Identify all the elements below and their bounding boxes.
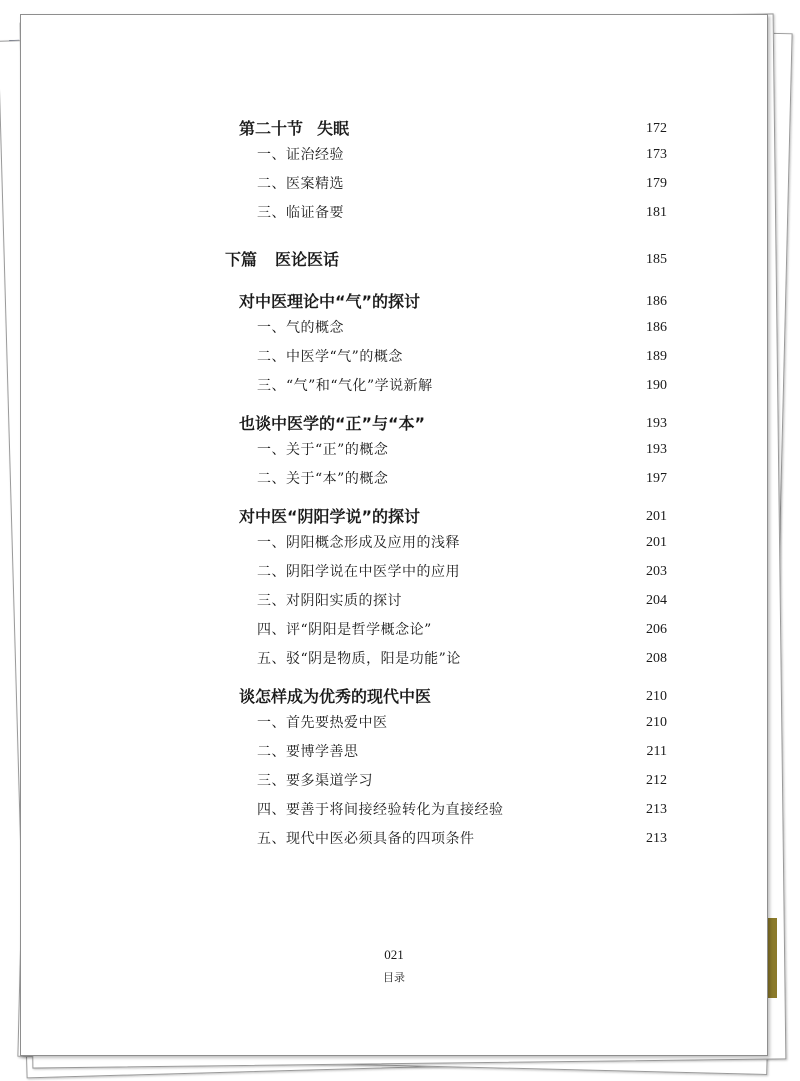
- book-cover-edge-olive: [767, 918, 777, 998]
- toc-subentry: [21, 740, 767, 764]
- toc-subentry: [21, 711, 767, 735]
- toc-page-number: 172: [646, 121, 667, 136]
- toc-entry-title: [257, 589, 402, 613]
- toc-page-number: 211: [646, 744, 667, 759]
- toc-entry-title-text: 一、气的概念: [257, 320, 344, 336]
- toc-entry-title-text: 第二十节: [239, 119, 304, 138]
- toc-entry-title: [257, 172, 344, 196]
- toc-entry-title-text: 谈怎样成为优秀的现代中医: [239, 687, 432, 706]
- toc-subentry: [21, 769, 767, 793]
- toc-page-number: 203: [646, 564, 667, 579]
- toc-entry-title-text: 四、要善于将间接经验转化为直接经验: [257, 802, 504, 818]
- toc-entry-title-text: 二、关于“本”的概念: [257, 471, 389, 487]
- toc-page-number: 201: [646, 535, 667, 550]
- toc-entry-title-text: 五、驳“阴是物质，阳是功能”论: [257, 651, 461, 667]
- toc-entry-title-text: 二、医案精选: [257, 176, 344, 192]
- toc-entry-title-text: 五、现代中医必须具备的四项条件: [257, 831, 475, 847]
- toc-entry-title: [257, 467, 388, 491]
- toc-page-number: 193: [646, 442, 667, 457]
- toc-page-number: 212: [646, 773, 667, 788]
- toc-entry-title: [257, 143, 344, 167]
- toc-entry-title: [239, 505, 420, 529]
- toc-entry-title-text: 三、“气”和“气化”学说新解: [257, 378, 433, 394]
- toc-entry-title: [257, 798, 504, 822]
- toc-subentry: [21, 647, 767, 671]
- toc-section-heading: [21, 505, 767, 529]
- toc-page-number: 206: [646, 622, 667, 637]
- toc-subentry: [21, 345, 767, 369]
- toc-entry-title-text: 一、关于“正”的概念: [257, 442, 389, 458]
- toc-page-number: 179: [646, 176, 667, 191]
- toc-subentry: [21, 201, 767, 225]
- toc-entry-title-text: 一、阴阳概念形成及应用的浅释: [257, 535, 460, 551]
- toc-entry-title: [239, 290, 420, 314]
- toc-page-number: 201: [646, 509, 667, 524]
- toc-subentry: [21, 172, 767, 196]
- toc-page-number: 193: [646, 416, 667, 431]
- toc-page-number: 197: [646, 471, 667, 486]
- table-of-contents: [21, 15, 767, 1055]
- toc-subentry: [21, 589, 767, 613]
- toc-subentry: [21, 316, 767, 340]
- toc-subentry: [21, 531, 767, 555]
- toc-entry-title: [257, 345, 403, 369]
- toc-page-number: 186: [646, 320, 667, 335]
- toc-entry-title-text: 对中医理论中“气”的探讨: [239, 292, 421, 311]
- toc-subentry: [21, 618, 767, 642]
- toc-entry-title-text: 二、中医学“气”的概念: [257, 349, 403, 365]
- toc-entry-title: [257, 316, 344, 340]
- toc-entry-title: [257, 531, 460, 555]
- toc-entry-title-text: 四、评“阴阳是哲学概念论”: [257, 622, 432, 638]
- toc-entry-title: [257, 827, 475, 851]
- toc-entry-title: [239, 412, 425, 436]
- toc-entry-title-text: 一、首先要热爱中医: [257, 715, 388, 731]
- toc-entry-title-text-2: 医论医话: [275, 250, 340, 269]
- toc-page-number: 186: [646, 294, 667, 309]
- toc-entry-title-text: 下篇: [225, 250, 258, 269]
- toc-entry-title: [239, 117, 349, 141]
- toc-page-number: 181: [646, 205, 667, 220]
- toc-part-heading: [21, 248, 767, 272]
- toc-page-number: 208: [646, 651, 667, 666]
- toc-page-number: 173: [646, 147, 667, 162]
- toc-entry-title: [257, 374, 433, 398]
- toc-entry-title-text: 三、临证备要: [257, 205, 344, 221]
- toc-entry-title-text: 一、证治经验: [257, 147, 344, 163]
- running-footer-title: 目录: [383, 971, 405, 984]
- toc-subentry: [21, 467, 767, 491]
- toc-entry-title: [257, 769, 373, 793]
- toc-entry-title: [257, 438, 388, 462]
- toc-entry-title-text: 三、对阴阳实质的探讨: [257, 593, 402, 609]
- toc-page-number: 185: [646, 252, 667, 267]
- toc-entry-title: [257, 647, 461, 671]
- toc-entry-title: [257, 618, 432, 642]
- toc-entry-title-text: 对中医“阴阳学说”的探讨: [239, 507, 421, 526]
- toc-page-number: 204: [646, 593, 667, 608]
- toc-entry-title-text: 二、要博学善思: [257, 744, 359, 760]
- toc-page: [20, 14, 768, 1056]
- page-number: 021: [384, 947, 404, 962]
- toc-page-number: 189: [646, 349, 667, 364]
- toc-subentry: [21, 798, 767, 822]
- toc-subentry: [21, 438, 767, 462]
- toc-section-heading: [21, 117, 767, 141]
- toc-entry-title: [257, 560, 460, 584]
- toc-entry-title-text: 也谈中医学的“正”与“本”: [239, 414, 426, 433]
- toc-section-heading: [21, 685, 767, 709]
- toc-subentry: [21, 143, 767, 167]
- toc-entry-title-text: 三、要多渠道学习: [257, 773, 373, 789]
- toc-entry-title: [257, 201, 344, 225]
- toc-page-number: 213: [646, 802, 667, 817]
- toc-page-number: 190: [646, 378, 667, 393]
- toc-subentry: [21, 374, 767, 398]
- toc-subentry: [21, 827, 767, 851]
- toc-entry-title: [257, 711, 388, 735]
- toc-entry-title-text-2: 失眠: [317, 119, 350, 138]
- toc-entry-title: [225, 248, 339, 272]
- toc-page-number: 213: [646, 831, 667, 846]
- toc-page-number: 210: [646, 715, 667, 730]
- toc-entry-title: [239, 685, 431, 709]
- toc-section-heading: [21, 290, 767, 314]
- toc-page-number: 210: [646, 689, 667, 704]
- toc-subentry: [21, 560, 767, 584]
- toc-section-heading: [21, 412, 767, 436]
- toc-entry-title: [257, 740, 359, 764]
- toc-entry-title-text: 二、阴阳学说在中医学中的应用: [257, 564, 460, 580]
